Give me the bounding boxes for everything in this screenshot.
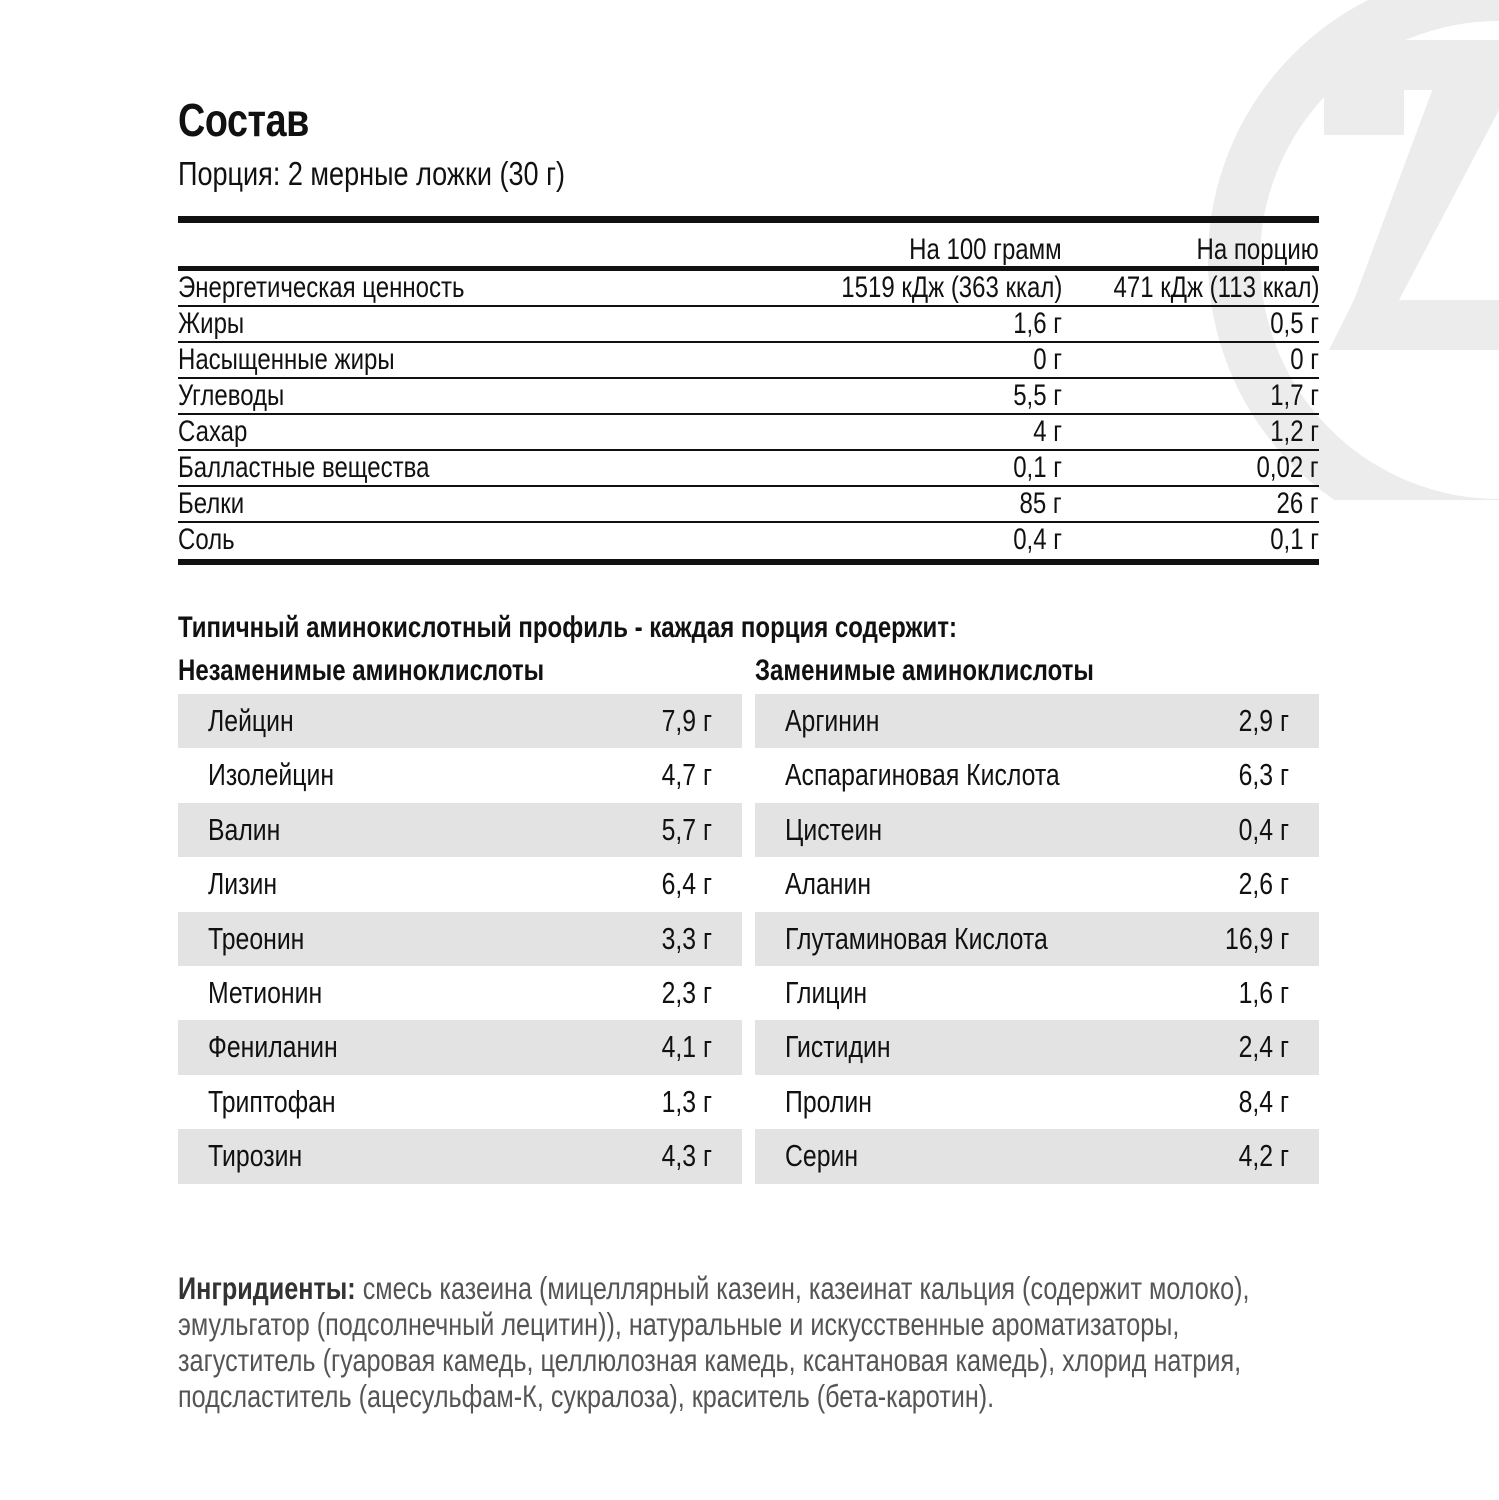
value-per100: 0,4 г <box>1013 523 1062 556</box>
amino-name: Лейцин <box>208 703 294 738</box>
list-item <box>755 966 1319 1020</box>
list-item <box>755 748 1319 802</box>
amino-name: Триптофан <box>208 1083 336 1119</box>
col-header-per-portion: На порцию <box>1196 233 1319 266</box>
amino-value: 6,3 г <box>1238 757 1289 793</box>
amino-value: 3,3 г <box>661 920 712 956</box>
table-row <box>178 343 1319 379</box>
amino-name: Пролин <box>785 1083 872 1119</box>
table-row <box>178 487 1319 523</box>
list-item <box>755 694 1319 748</box>
value-per-portion: 1,7 г <box>1270 379 1319 412</box>
page-title: Состав <box>178 94 309 146</box>
value-per100: 1519 кДж (363 ккал) <box>840 271 1062 304</box>
amino-value: 4,3 г <box>661 1138 712 1174</box>
value-per100: 0 г <box>1033 343 1062 376</box>
amino-value: 7,9 г <box>661 703 712 738</box>
nutrient-name: Углеводы <box>178 379 285 412</box>
nutrient-name: Белки <box>178 487 245 520</box>
nutrient-name: Насыщенные жиры <box>178 343 395 376</box>
amino-value: 1,3 г <box>661 1083 712 1119</box>
table-row <box>178 451 1319 487</box>
list-item <box>178 1129 742 1183</box>
amino-value: 2,3 г <box>661 974 712 1010</box>
list-item <box>755 803 1319 857</box>
amino-name: Цистеин <box>785 811 883 847</box>
value-per-portion: 0,02 г <box>1256 451 1319 484</box>
amino-value: 4,2 г <box>1238 1138 1289 1174</box>
list-item <box>178 966 742 1020</box>
list-item <box>755 912 1319 966</box>
table-row <box>178 307 1319 343</box>
list-item <box>178 1020 742 1074</box>
amino-name: Глутаминовая Кислота <box>785 920 1048 956</box>
amino-name: Метионин <box>208 974 323 1010</box>
nutrient-name: Сахар <box>178 415 248 448</box>
amino-value: 8,4 г <box>1238 1083 1289 1119</box>
value-per-portion: 1,2 г <box>1270 415 1319 448</box>
value-per-portion: 0,1 г <box>1270 523 1319 556</box>
table-row <box>178 379 1319 415</box>
amino-name: Гистидин <box>785 1029 891 1065</box>
amino-value: 2,9 г <box>1238 703 1289 738</box>
list-item <box>755 857 1319 911</box>
list-item <box>178 748 742 802</box>
nutrition-header-row <box>178 223 1319 271</box>
nutrient-name: Соль <box>178 523 235 556</box>
nonessential-amino-list <box>755 694 1319 1184</box>
ingredients-paragraph <box>178 1270 1298 1414</box>
table-top-rule <box>178 216 1319 223</box>
amino-value: 2,4 г <box>1238 1029 1289 1065</box>
list-item <box>755 1129 1319 1183</box>
list-item <box>178 912 742 966</box>
table-row <box>178 415 1319 451</box>
amino-value: 1,6 г <box>1238 974 1289 1010</box>
value-per100: 85 г <box>1019 487 1062 520</box>
amino-value: 16,9 г <box>1224 920 1289 956</box>
amino-name: Глицин <box>785 974 868 1010</box>
nutrition-table <box>178 216 1319 565</box>
nonessential-heading: Заменимые аминоклислоты <box>755 654 1094 687</box>
list-item <box>178 1075 742 1129</box>
nutrition-rows <box>178 271 1319 565</box>
nutrient-name: Энергетическая ценность <box>178 271 465 304</box>
nutrient-name: Жиры <box>178 307 245 340</box>
list-item <box>178 857 742 911</box>
amino-value: 2,6 г <box>1238 866 1289 902</box>
amino-value: 4,1 г <box>661 1029 712 1065</box>
amino-name: Тирозин <box>208 1138 303 1174</box>
essential-amino-list <box>178 694 742 1184</box>
amino-value: 4,7 г <box>661 757 712 793</box>
amino-value: 5,7 г <box>661 811 712 847</box>
value-per-portion: 26 г <box>1276 487 1319 520</box>
list-item <box>755 1075 1319 1129</box>
table-row <box>178 271 1319 307</box>
portion-info: Порция: 2 мерные ложки (30 г) <box>178 155 566 192</box>
amino-value: 0,4 г <box>1238 811 1289 847</box>
value-per100: 1,6 г <box>1013 307 1062 340</box>
amino-profile-title: Типичный аминокислотный профиль - каждая порция содержит: <box>178 611 958 644</box>
ingredients-text: смесь казеина (мицеллярный казеин, казеинат кальция (содержит молоко), эмульгатор (подсолнечный лецитин)), натуральные и искусственные ароматизаторы, загуститель (гуаровая камедь, целлюлозная камедь, ксантановая камедь), хлорид натрия, подсластитель (ацесульфам-К, сукралоза), краситель (бета-каротин). <box>178 1270 1250 1414</box>
value-per100: 0,1 г <box>1013 451 1062 484</box>
amino-name: Аланин <box>785 866 872 902</box>
list-item <box>178 694 742 748</box>
amino-name: Фениланин <box>208 1029 338 1065</box>
value-per-portion: 0 г <box>1290 343 1319 376</box>
list-item <box>755 1020 1319 1074</box>
amino-name: Валин <box>208 811 281 847</box>
amino-name: Аргинин <box>785 703 880 738</box>
table-row <box>178 523 1319 565</box>
amino-name: Лизин <box>208 866 278 902</box>
amino-name: Аспарагиновая Кислота <box>785 757 1060 793</box>
amino-name: Изолейцин <box>208 757 335 793</box>
value-per-portion: 0,5 г <box>1270 307 1319 340</box>
value-per100: 5,5 г <box>1013 379 1062 412</box>
list-item <box>178 803 742 857</box>
essential-heading: Незаменимые аминоклислоты <box>178 654 545 687</box>
value-per100: 4 г <box>1033 415 1062 448</box>
ingredients-label: Ингридиенты: <box>178 1270 356 1306</box>
col-header-per100: На 100 грамм <box>909 233 1062 266</box>
amino-name: Серин <box>785 1138 859 1174</box>
nutrient-name: Балластные вещества <box>178 451 430 484</box>
amino-value: 6,4 г <box>661 866 712 902</box>
value-per-portion: 471 кДж (113 ккал) <box>1113 271 1319 304</box>
amino-name: Треонин <box>208 920 305 956</box>
